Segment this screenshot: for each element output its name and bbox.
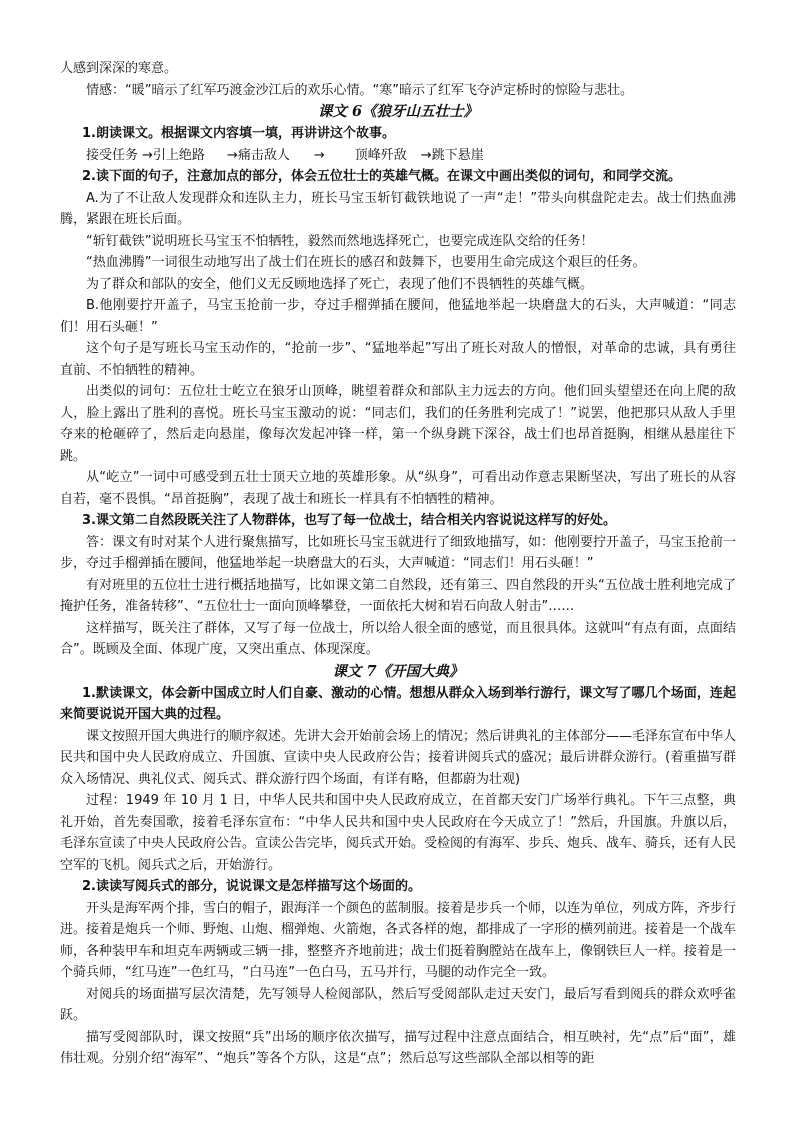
paragraph: 过程：1949 年 10 月 1 日，中华人民共和国中央人民政府成立，在首都天安门广场举行典礼。下午三点整，典礼开始，首先奏国歌，接着毛泽东宣布：“中华人民共和国中央人民政府在今天成立了！”然后，升国旗。升旗以后，毛泽东宣读了中央人民政府公告。宣读公告完毕，阅兵式开始。受检阅的有海军、步兵、炮兵、战车、骑兵，还有人民空军的飞机。阅兵式之后，开始游行。 xyxy=(60,793,737,873)
arrow-icon: → xyxy=(313,147,325,163)
question-heading: 2.读读写阅兵式的部分，说说课文是怎样描写这个场面的。 xyxy=(82,879,421,894)
lesson-6-title: 课文 6《狼牙山五壮士》 xyxy=(317,103,479,120)
paragraph: 这样描写，既关注了群体，又写了每一位战士，所以给人很全面的感觉，而且很具体。这就叫“有点有面，点面结合”。既顾及全面、体现广度，又突出重点、体现深度。 xyxy=(60,620,736,657)
paragraph: 从“屹立”一词中可感受到五壮士顶天立地的英雄形象。从“纵身”，可看出动作意志果断坚决，写出了班长的从容自若，毫不畏惧。“昂首挺胸”，表现了战士和班长一样具有不怕牺牲的精神。 xyxy=(60,470,736,507)
plot-step: 接受任务 xyxy=(86,147,139,163)
lesson-7-title: 课文 7《开国大典》 xyxy=(332,662,464,680)
plot-step: 痛击敌人 xyxy=(237,147,290,163)
paragraph: “斩钉截铁”说明班长马宝玉不怕牺牲，毅然而然地选择死亡，也要完成连队交给的任务！ xyxy=(86,233,594,249)
question-heading: 1.默读课文，体会新中国成立时人们自豪、激动的心情。想想从群众入场到举行游行，课文写了哪几个场面，连起来简要说说开国大典的过程。 xyxy=(60,685,736,722)
question-heading: 2.读下面的句子，注意加点的部分，体会五位壮士的英雄气概。在课文中画出类似的词句，和同学交流。 xyxy=(82,169,681,184)
paragraph: 出类似的词句：五位壮士屹立在狼牙山顶峰，眺望着群众和部队主力远去的方向。他们回头望望还在向上爬的敌人，脸上露出了胜利的喜悦。班长马宝玉激动的说：“同志们，我们的任务胜利完成了！”说罢，他把那只从敌人手里夺来的枪砸碎了，然后走向悬崖，像每次发起冲锋一样，第一个纵身跳下深谷，战士们也昂首挺胸，相继从悬崖往下跳。 xyxy=(60,384,736,464)
paragraph: B.他刚要拧开盖子，马宝玉抢前一步，夺过手榴弹插在腰间，他猛地举起一块磨盘大的石头，大声喊道：“同志们！用石头砸！” xyxy=(60,298,736,335)
paragraph: 为了群众和部队的安全，他们义无反顾地选择了死亡，表现了他们不畏牺牲的英雄气概。 xyxy=(86,276,594,292)
paragraph: 这个句子是写班长马宝玉动作的，“抢前一步”、“猛地举起”写出了班长对敌人的憎恨，对革命的忠诚，具有勇往直前、不怕牺牲的精神。 xyxy=(60,341,736,378)
question-heading: 3.课文第二自然段既关注了人物群体，也写了每一位战士，结合相关内容说说这样写的好处。 xyxy=(82,513,616,528)
paragraph: A.为了不让敌人发现群众和连队主力，班长马宝玉斩钉截铁地说了一声“走！”带头向棋盘陀走去。战士们热血沸腾，紧跟在班长后面。 xyxy=(60,190,736,227)
plot-step: 引上绝路 xyxy=(152,147,205,163)
paragraph: 有对班里的五位壮士进行概括地描写，比如课文第二自然段，还有第三、四自然段的开头“五位战士胜利地完成了掩护任务，准备转移”、“五位壮士一面向顶峰攀登，一面依托大树和岩石向敌人射击”…… xyxy=(60,577,736,614)
plot-chain xyxy=(60,145,736,167)
paragraph: 对阅兵的场面描写层次清楚，先写领导人检阅部队，然后写受阅部队走过天安门，最后写看到阅兵的群众欢呼雀跃。 xyxy=(60,986,736,1023)
arrow-icon: → xyxy=(420,147,432,163)
plot-step: 顶峰歼敌 xyxy=(354,147,407,163)
document-page xyxy=(60,58,736,1070)
paragraph: 课文按照开国大典进行的顺序叙述。先讲大会开始前会场上的情况；然后讲典礼的主体部分——毛泽东宣布中华人民共和国中央人民政府成立、升国旗、宣读中央人民政府公告；接着讲阅兵式的盛况；最后讲群众游行。(着重描写群众入场情况、典礼仪式、阅兵式、群众游行四个场面，有详有略，但都蔚为壮观) xyxy=(60,728,737,787)
paragraph: 情感：“暖”暗示了红军巧渡金沙江后的欢乐心情。“寒”暗示了红军飞夺泸定桥时的惊险与悲壮。 xyxy=(86,82,633,98)
question-heading: 1.朗读课文。根据课文内容填一填，再讲讲这个故事。 xyxy=(82,126,395,141)
arrow-icon: → xyxy=(142,147,153,163)
paragraph: 答：课文有时对某个人进行聚焦描写，比如班长马宝玉就进行了细致地描写，如：他刚要拧开盖子，马宝玉抢前一步，夺过手榴弹插在腰间，他猛地举起一块磨盘大的石头，大声喊道：“同志们！用石头砸！” xyxy=(60,534,737,571)
paragraph: “热血沸腾”一词很生动地写出了战士们在班长的感召和鼓舞下，也要用生命完成这个艰巨的任务。 xyxy=(86,255,646,270)
plot-step: 跳下悬崖 xyxy=(431,147,484,163)
paragraph: 人感到深深的寒意。 xyxy=(60,61,178,76)
paragraph: 描写受阅部队时，课文按照“兵”出场的顺序依次描写，描写过程中注意点面结合，相互映衬，先“点”后“面”，雄伟壮观。分别介绍“海军”、“炮兵”等各个方队，这是“点”；然后总写这些部队全部以相等的距 xyxy=(60,1029,736,1066)
arrow-icon: → xyxy=(226,147,238,163)
paragraph: 开头是海军两个排，雪白的帽子，跟海洋一个颜色的蓝制服。接着是步兵一个师，以连为单位，列成方阵，齐步行进。接着是炮兵一个师、野炮、山炮、榴弹炮、火箭炮，各式各样的炮，都排成了一字形的横列前进。接着是一个战车师，各种装甲车和坦克车两辆或三辆一排，整整齐齐地前进；战士们挺着胸膛站在战车上，像钢铁巨人一样。接着是一个骑兵师，“红马连”一色红马，“白马连”一色白马，五马并行，马腿的动作完全一致。 xyxy=(60,900,737,980)
